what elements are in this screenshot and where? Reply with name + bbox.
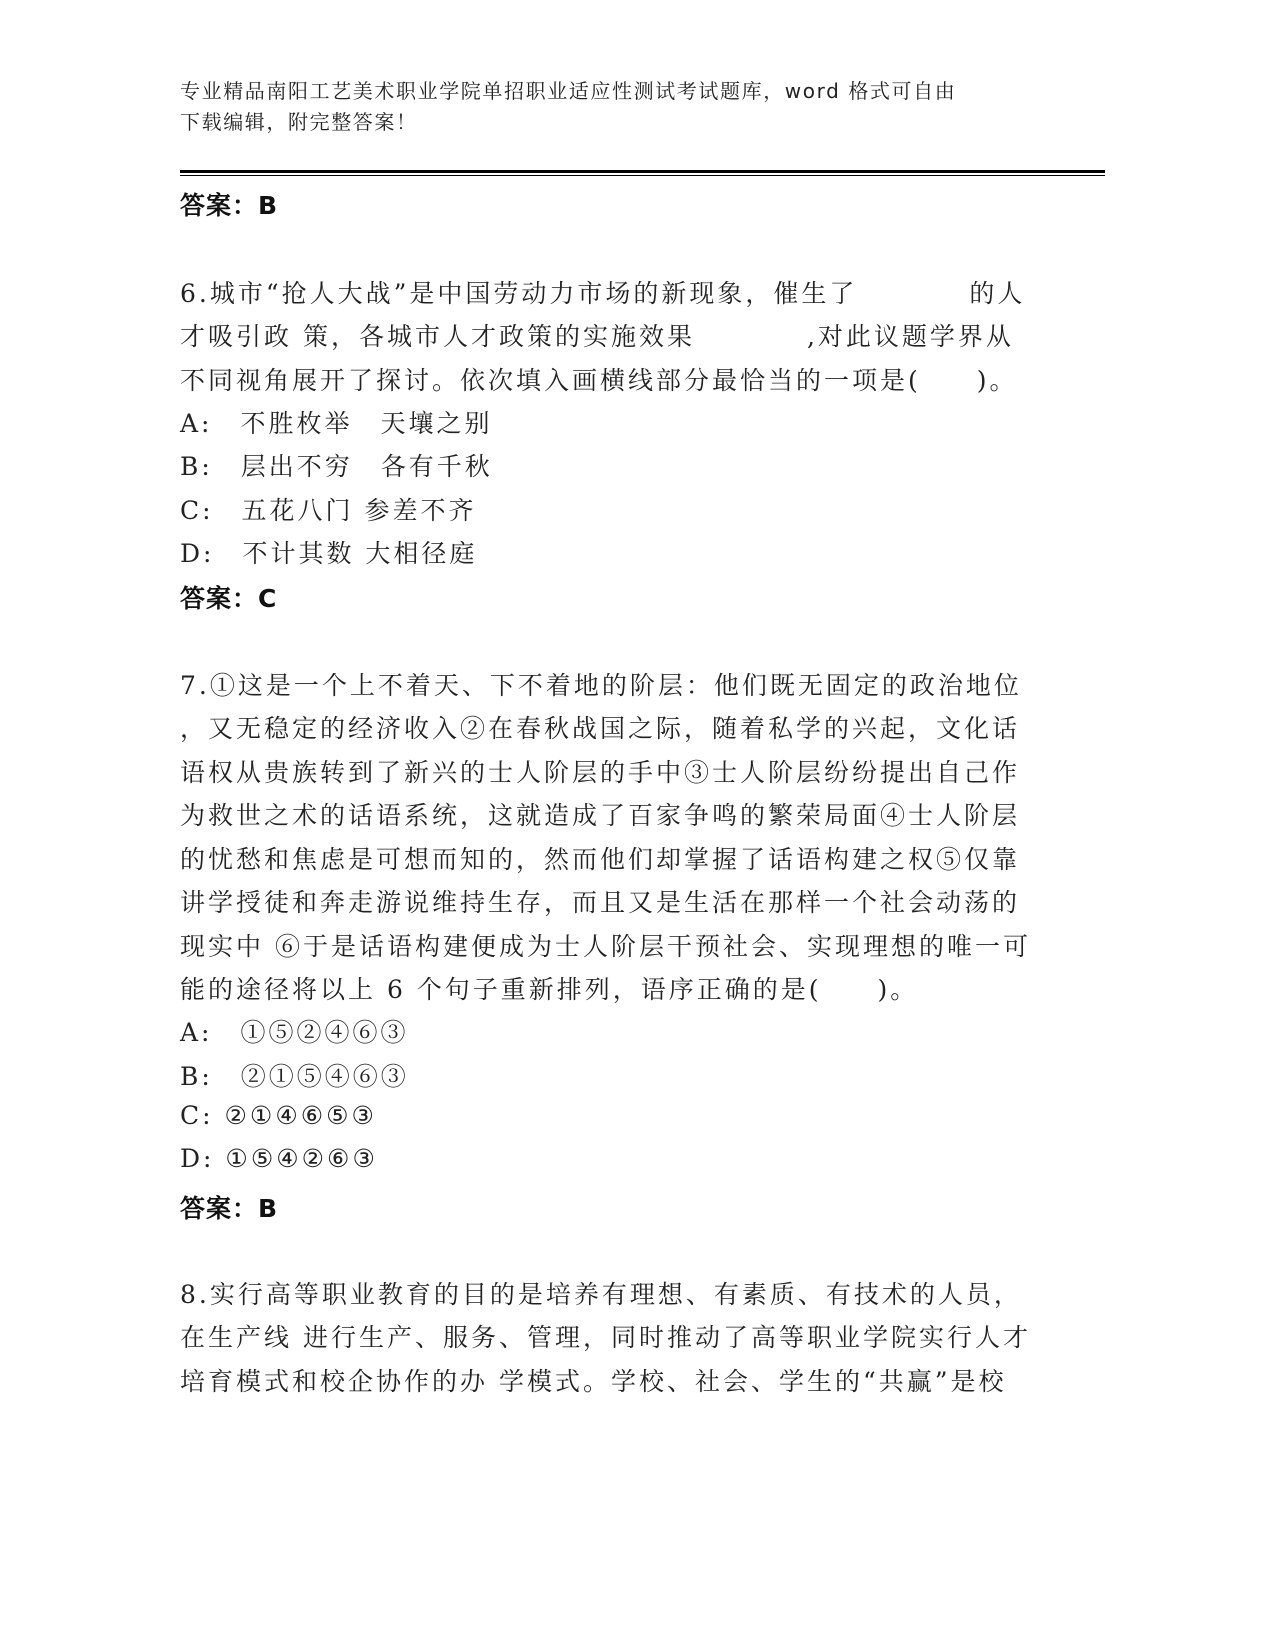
question-text: 在生产线 进行生产、服务、管理，同时推动了高等职业学院实行人才 bbox=[180, 1323, 1031, 1352]
question-text: 为救世之术的话语系统，这就造成了百家争鸣的繁荣局面④士人阶层 bbox=[180, 801, 1021, 830]
option-c: C: 五花八门 参差不齐 bbox=[180, 496, 477, 525]
answer: 答案：B bbox=[180, 1194, 279, 1223]
option-d: D: 不计其数 大相径庭 bbox=[180, 539, 478, 568]
option-a: A: 不胜枚举 天壤之别 bbox=[180, 409, 493, 438]
option-d: D: ①⑤④②⑥③ bbox=[180, 1144, 378, 1173]
question-text: 6.城市“抢人大战”是中国劳动力市场的新现象，催生了 的人 bbox=[180, 279, 1026, 308]
option-b: B: 层出不穷 各有千秋 bbox=[180, 452, 493, 481]
question-text: 能的途径将以上 6 个句子重新排列，语序正确的是( )。 bbox=[180, 975, 919, 1004]
question-text: 才吸引政 策，各城市人才政策的实施效果 ,对此议题学界从 bbox=[180, 322, 1014, 351]
header-line: 下载编辑，附完整答案！ bbox=[180, 110, 418, 134]
option-c: C: ②①④⑥⑤③ bbox=[180, 1101, 377, 1130]
question-text: 8.实行高等职业教育的目的是培养有理想、有素质、有技术的人员， bbox=[180, 1280, 1022, 1309]
question-text: 讲学授徒和奔走游说维持生存，而且又是生活在那样一个社会动荡的 bbox=[180, 888, 1021, 917]
question-text: 不同视角展开了探讨。依次填入画横线部分最恰当的一项是( )。 bbox=[180, 366, 1018, 395]
previous-answer: 答案：B bbox=[180, 191, 279, 220]
question-text: 现实中 ⑥于是话语构建便成为士人阶层干预社会、实现理想的唯一可 bbox=[180, 932, 1031, 961]
question-text: 7.①这是一个上不着天、下不着地的阶层：他们既无固定的政治地位 bbox=[180, 671, 1022, 700]
option-b: B: ②①⑤④⑥③ bbox=[180, 1062, 409, 1091]
option-a: A: ①⑤②④⑥③ bbox=[180, 1018, 409, 1047]
question-text: 语权从贵族转到了新兴的士人阶层的手中③士人阶层纷纷提出自己作 bbox=[180, 758, 1021, 787]
header-line: 专业精品南阳工艺美术职业学院单招职业适应性测试考试题库，word 格式可自由 bbox=[180, 79, 957, 103]
question-text: 培育模式和校企协作的办 学模式。学校、社会、学生的“共赢”是校 bbox=[180, 1367, 1007, 1396]
answer: 答案：C bbox=[180, 584, 278, 613]
header-divider-thin bbox=[180, 175, 1105, 176]
header-divider bbox=[180, 170, 1105, 173]
question-text: ，又无稳定的经济收入②在春秋战国之际，随着私学的兴起，文化话 bbox=[180, 714, 1021, 743]
question-text: 的忧愁和焦虑是可想而知的，然而他们却掌握了话语构建之权⑤仅靠 bbox=[180, 845, 1021, 874]
